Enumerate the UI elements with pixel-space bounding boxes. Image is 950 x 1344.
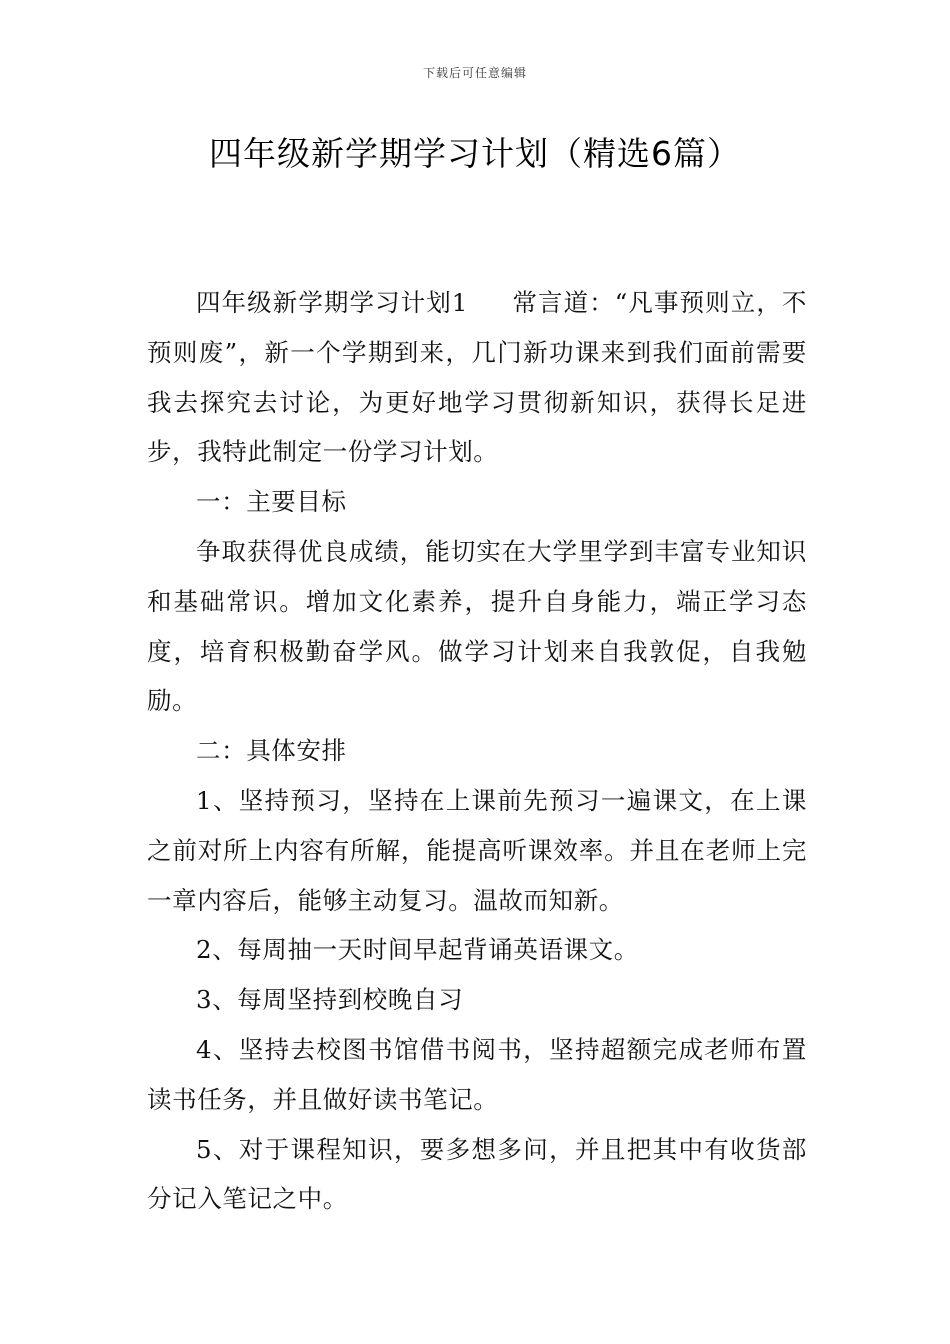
paragraph-goals: 争取获得优良成绩，能切实在大学里学到丰富专业知识和基础常识。增加文化素养，提升自身能力，端正学习态度，培育积极勤奋学风。做学习计划来自我敦促，自我勉励。: [147, 536, 807, 716]
intro-paragraph: [147, 278, 807, 477]
section-heading-arrangement: 二：具体安排: [196, 736, 347, 766]
intro-heading: 四年级新学期学习计划1: [196, 288, 468, 317]
document-body: [147, 278, 807, 1224]
list-item-5: 5、对于课程知识，要多想多问，并且把其中有收货部分记入笔记之中。: [147, 1134, 807, 1214]
list-item-1: 1、坚持预习，坚持在上课前先预习一遍课文，在上课之前对所上内容有所解，能提高听课效率。并且在老师上完一章内容后，能够主动复习。温故而知新。: [147, 785, 807, 915]
list-item-2: 2、每周抽一天时间早起背诵英语课文。: [196, 935, 639, 965]
list-item-3: 3、每周坚持到校晚自习: [196, 985, 464, 1015]
list-item-4: 4、坚持去校图书馆借书阅书，坚持超额完成老师布置读书任务，并且做好读书笔记。: [147, 1034, 807, 1114]
intro-text: 常言道：“凡事预则立，不预则废”，新一个学期到来，几门新功课来到我们面前需要我去探究去讨论，为更好地学习贯彻新知识，获得长足进步，我特此制定一份学习计划。: [147, 288, 807, 467]
document-title: 四年级新学期学习计划（精选6篇）: [209, 134, 741, 173]
section-heading-goals: 一：主要目标: [196, 487, 347, 517]
header-note: 下载后可任意编辑: [422, 66, 527, 80]
